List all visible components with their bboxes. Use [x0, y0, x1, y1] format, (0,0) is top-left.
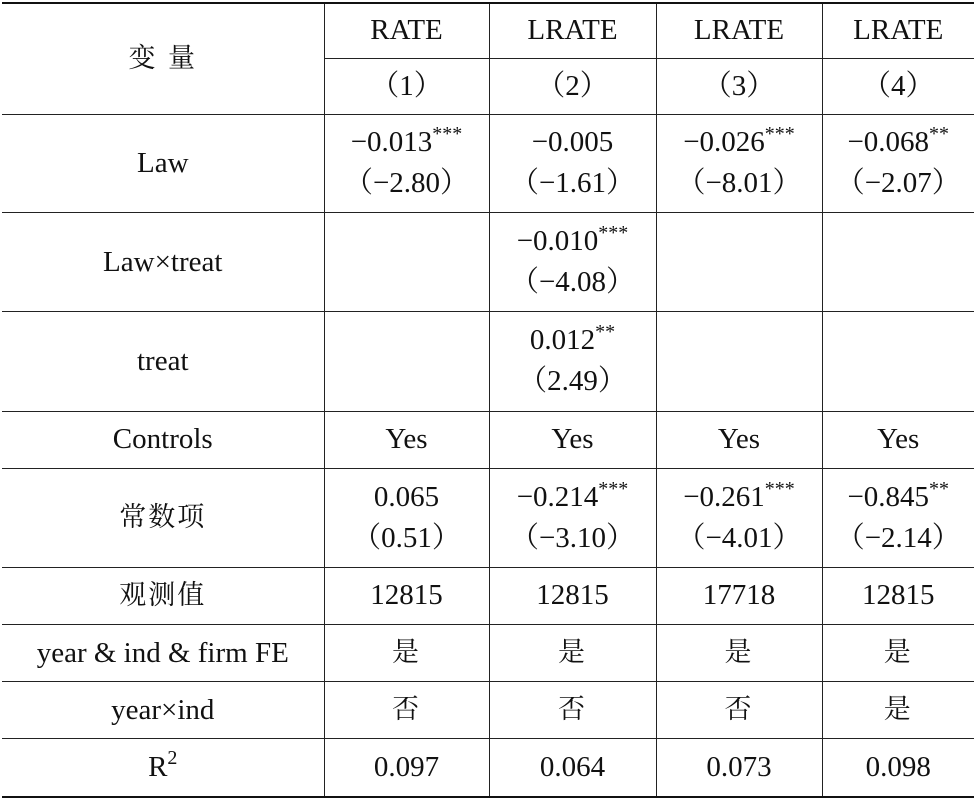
coefficient: −0.261 — [683, 480, 765, 513]
cell-law-2 — [489, 114, 656, 212]
coefficient: −0.068 — [847, 126, 930, 159]
row-label: year×ind — [2, 682, 324, 739]
cell-value: 17718 — [656, 567, 822, 624]
row-fixed-effects — [2, 625, 974, 682]
coefficient: −0.013 — [350, 126, 433, 159]
row-controls — [2, 411, 974, 468]
cell-empty — [324, 213, 489, 312]
cell-value: 0.097 — [324, 739, 489, 797]
column-number-2: （2） — [489, 58, 656, 114]
cell-empty — [822, 312, 974, 411]
t-statistic: （−8.01） — [676, 167, 802, 200]
cell-value: 否 — [656, 682, 822, 739]
t-statistic: （−1.61） — [509, 167, 636, 200]
cell-value: 是 — [489, 625, 656, 682]
regression-results-table — [2, 2, 974, 798]
model-header-1: RATE — [324, 3, 489, 58]
row-label: Controls — [2, 411, 324, 468]
cell-constant-2 — [489, 468, 656, 567]
row-label: Law×treat — [2, 213, 324, 312]
row-label: year & ind & firm FE — [2, 625, 324, 682]
coefficient: −0.005 — [531, 126, 614, 159]
cell-empty — [822, 213, 974, 312]
cell-treat-2 — [489, 312, 656, 411]
row-label: 常数项 — [2, 468, 324, 567]
model-header-3: LRATE — [656, 3, 822, 58]
row-label: 观测值 — [2, 567, 324, 624]
coefficient: 0.065 — [373, 480, 440, 513]
column-number-4: （4） — [822, 58, 974, 114]
row-label: treat — [2, 312, 324, 411]
cell-value: 12815 — [324, 567, 489, 624]
row-year-ind — [2, 682, 974, 739]
model-header-2: LRATE — [489, 3, 656, 58]
r-label: R — [148, 751, 168, 784]
significance-stars: *** — [764, 123, 795, 146]
cell-law-3 — [656, 114, 822, 212]
cell-constant-3 — [656, 468, 822, 567]
cell-value: Yes — [822, 411, 974, 468]
coefficient: −0.845 — [847, 480, 930, 513]
row-law — [2, 114, 974, 212]
row-observations — [2, 567, 974, 624]
cell-value: 否 — [324, 682, 489, 739]
t-statistic: （−3.10） — [509, 521, 636, 554]
significance-stars: ** — [929, 123, 950, 146]
cell-value: 0.064 — [489, 739, 656, 797]
t-statistic: （−4.08） — [509, 266, 636, 299]
row-treat — [2, 312, 974, 411]
significance-stars: *** — [764, 477, 795, 500]
r-superscript: 2 — [167, 747, 178, 770]
column-number-3: （3） — [656, 58, 822, 114]
coefficient: −0.010 — [516, 224, 599, 257]
cell-law-1 — [324, 114, 489, 212]
model-header-4: LRATE — [822, 3, 974, 58]
t-statistic: （0.51） — [352, 521, 461, 554]
t-statistic: （−2.80） — [343, 167, 470, 200]
significance-stars: *** — [598, 477, 629, 500]
column-number-1: （1） — [324, 58, 489, 114]
cell-value: 12815 — [489, 567, 656, 624]
significance-stars: ** — [929, 477, 950, 500]
cell-constant-1 — [324, 468, 489, 567]
cell-value: 是 — [822, 682, 974, 739]
significance-stars: ** — [595, 321, 616, 344]
cell-value: 是 — [656, 625, 822, 682]
t-statistic: （−4.01） — [676, 521, 802, 554]
significance-stars: *** — [598, 221, 629, 244]
t-statistic: （−2.14） — [835, 521, 961, 554]
cell-constant-4 — [822, 468, 974, 567]
cell-law-treat-2 — [489, 213, 656, 312]
row-r-squared — [2, 739, 974, 797]
cell-value: Yes — [489, 411, 656, 468]
cell-value: Yes — [324, 411, 489, 468]
header-row-models — [2, 3, 974, 58]
cell-value: 否 — [489, 682, 656, 739]
cell-empty — [324, 312, 489, 411]
cell-empty — [656, 213, 822, 312]
row-law-treat — [2, 213, 974, 312]
row-label: Law — [2, 114, 324, 212]
cell-value: 12815 — [822, 567, 974, 624]
cell-value: 0.073 — [656, 739, 822, 797]
variable-header: 变 量 — [2, 3, 324, 114]
coefficient: −0.214 — [516, 480, 599, 513]
significance-stars: *** — [432, 123, 463, 146]
cell-value: Yes — [656, 411, 822, 468]
row-constant — [2, 468, 974, 567]
cell-empty — [656, 312, 822, 411]
t-statistic: （2.49） — [518, 365, 627, 398]
cell-law-4 — [822, 114, 974, 212]
coefficient: −0.026 — [683, 126, 765, 159]
coefficient: 0.012 — [529, 324, 596, 357]
cell-value: 0.098 — [822, 739, 974, 797]
cell-value: 是 — [822, 625, 974, 682]
cell-value: 是 — [324, 625, 489, 682]
t-statistic: （−2.07） — [835, 167, 961, 200]
row-label — [2, 739, 324, 797]
